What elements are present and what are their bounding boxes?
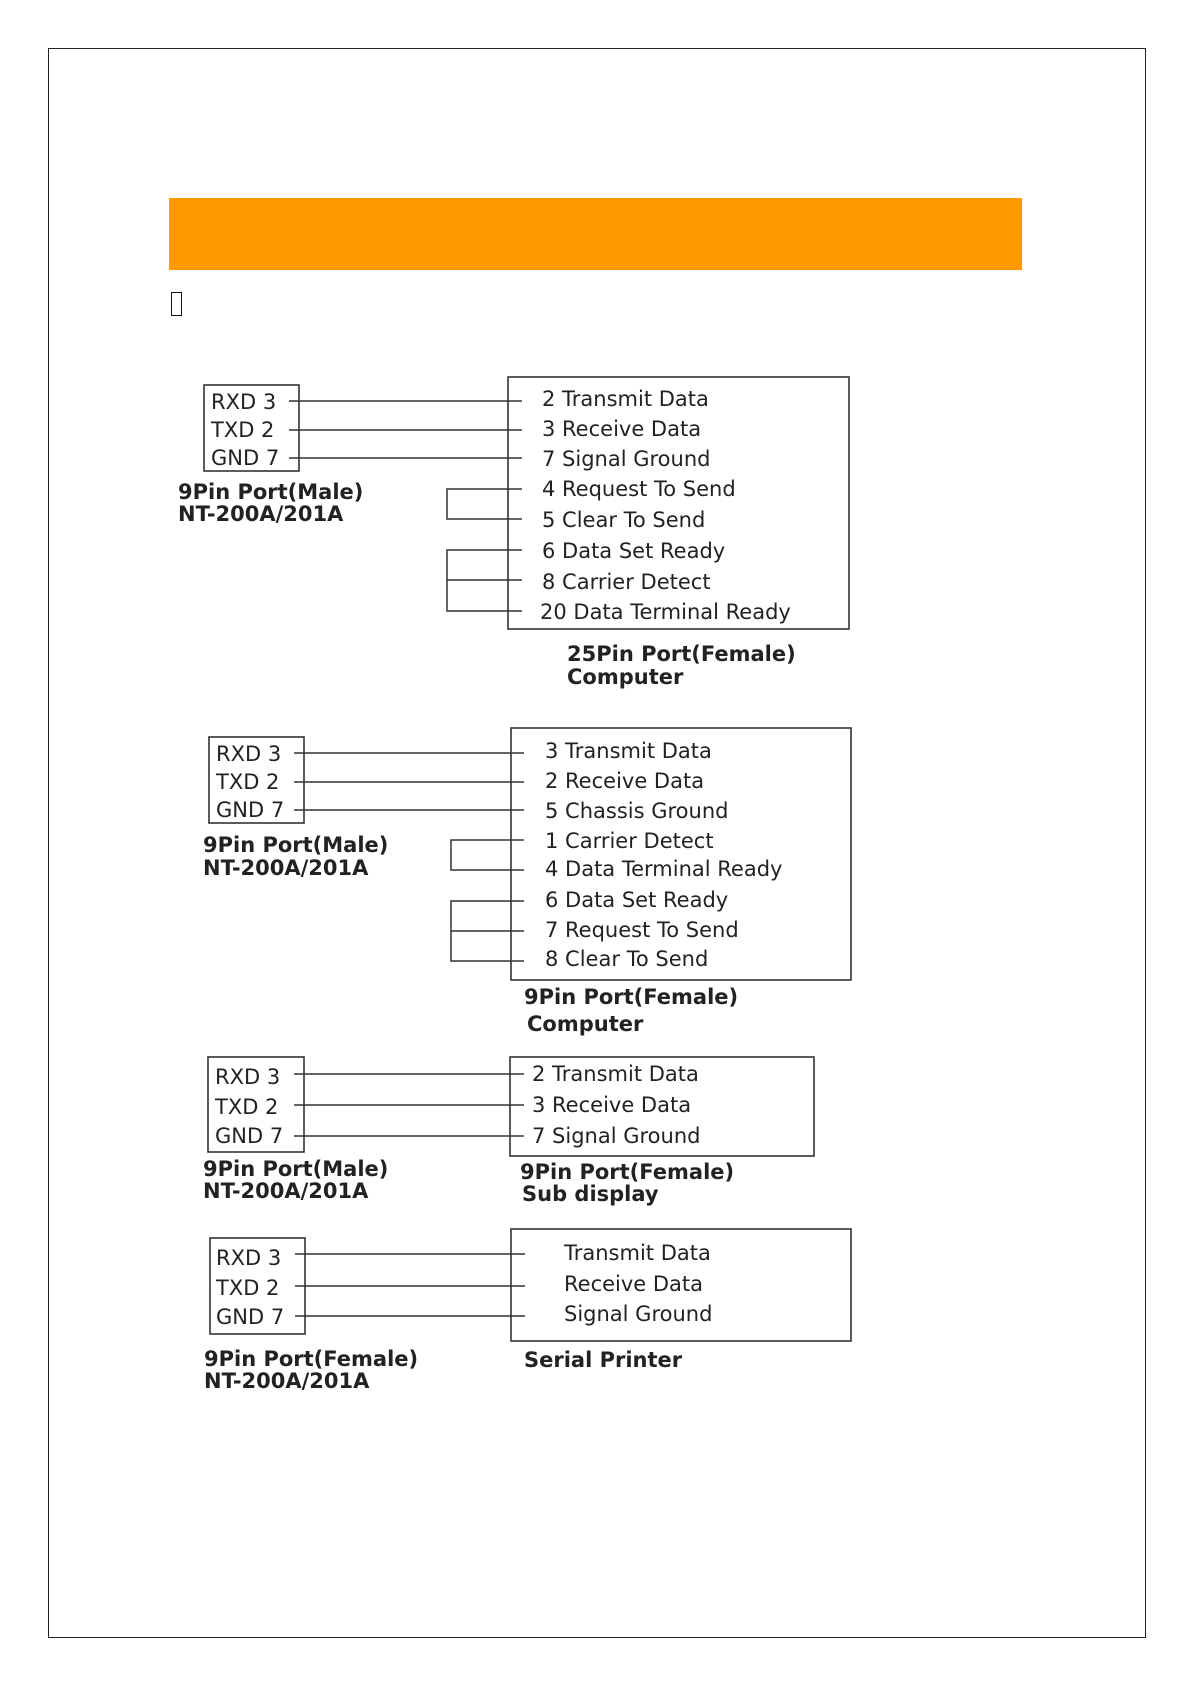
signal-label: 7 Signal Ground [542, 447, 711, 471]
port-caption: 9Pin Port(Male) [178, 480, 364, 504]
pin-label: RXD 3 [216, 742, 282, 766]
port-caption: Sub display [522, 1182, 659, 1206]
signal-label: Transmit Data [564, 1241, 711, 1265]
port-caption: 9Pin Port(Female) [520, 1160, 735, 1184]
port-caption: 9Pin Port(Female) [524, 985, 739, 1009]
port-caption: 9Pin Port(Female) [204, 1347, 419, 1371]
port-caption: Computer [567, 665, 684, 689]
diagram-sub-display [203, 1057, 814, 1206]
diagram-25pin-computer [178, 377, 849, 689]
port-caption: 9Pin Port(Male) [203, 1157, 389, 1181]
signal-label: 6 Data Set Ready [545, 888, 729, 912]
signal-label: 3 Receive Data [542, 417, 702, 441]
port-caption: Serial Printer [524, 1348, 683, 1372]
port-caption: NT-200A/201A [203, 856, 369, 880]
port-caption: NT-200A/201A [204, 1369, 370, 1393]
pin-label: TXD 2 [211, 418, 275, 442]
signal-label: 3 Transmit Data [545, 739, 712, 763]
diagram-9pin-computer [203, 728, 851, 1036]
pin-label: TXD 2 [216, 1276, 280, 1300]
signal-label: 7 Request To Send [545, 918, 739, 942]
pin-label: TXD 2 [215, 1095, 279, 1119]
port-caption: NT-200A/201A [203, 1179, 369, 1203]
signal-label: 3 Receive Data [532, 1093, 692, 1117]
wires [294, 1074, 524, 1136]
pin-label: RXD 3 [215, 1065, 281, 1089]
signal-label: 8 Clear To Send [545, 947, 709, 971]
pin-label: GND 7 [216, 798, 285, 822]
wires [295, 1254, 525, 1316]
signal-label: 1 Carrier Detect [545, 829, 714, 853]
diagram-serial-printer [204, 1229, 851, 1393]
pin-label: RXD 3 [216, 1246, 282, 1270]
signal-label: 2 Transmit Data [532, 1062, 699, 1086]
signal-label: 5 Clear To Send [542, 508, 706, 532]
pin-label: GND 7 [215, 1124, 284, 1148]
right-connector-box [511, 728, 851, 980]
signal-label: 8 Carrier Detect [542, 570, 711, 594]
signal-label: Signal Ground [564, 1302, 713, 1326]
signal-label: 20 Data Terminal Ready [540, 600, 791, 624]
signal-label: 6 Data Set Ready [542, 539, 726, 563]
port-caption: Computer [527, 1012, 644, 1036]
pin-label: GND 7 [211, 446, 280, 470]
signal-label: 2 Transmit Data [542, 387, 709, 411]
pin-label: GND 7 [216, 1305, 285, 1329]
signal-label: 4 Request To Send [542, 477, 736, 501]
signal-label: 7 Signal Ground [532, 1124, 701, 1148]
signal-label: 2 Receive Data [545, 769, 705, 793]
signal-label: 4 Data Terminal Ready [545, 857, 783, 881]
port-caption: NT-200A/201A [178, 502, 344, 526]
pin-label: RXD 3 [211, 390, 277, 414]
signal-label: 5 Chassis Ground [545, 799, 729, 823]
pin-label: TXD 2 [216, 770, 280, 794]
port-caption: 9Pin Port(Male) [203, 833, 389, 857]
signal-label: Receive Data [564, 1272, 704, 1296]
port-caption: 25Pin Port(Female) [567, 642, 796, 666]
